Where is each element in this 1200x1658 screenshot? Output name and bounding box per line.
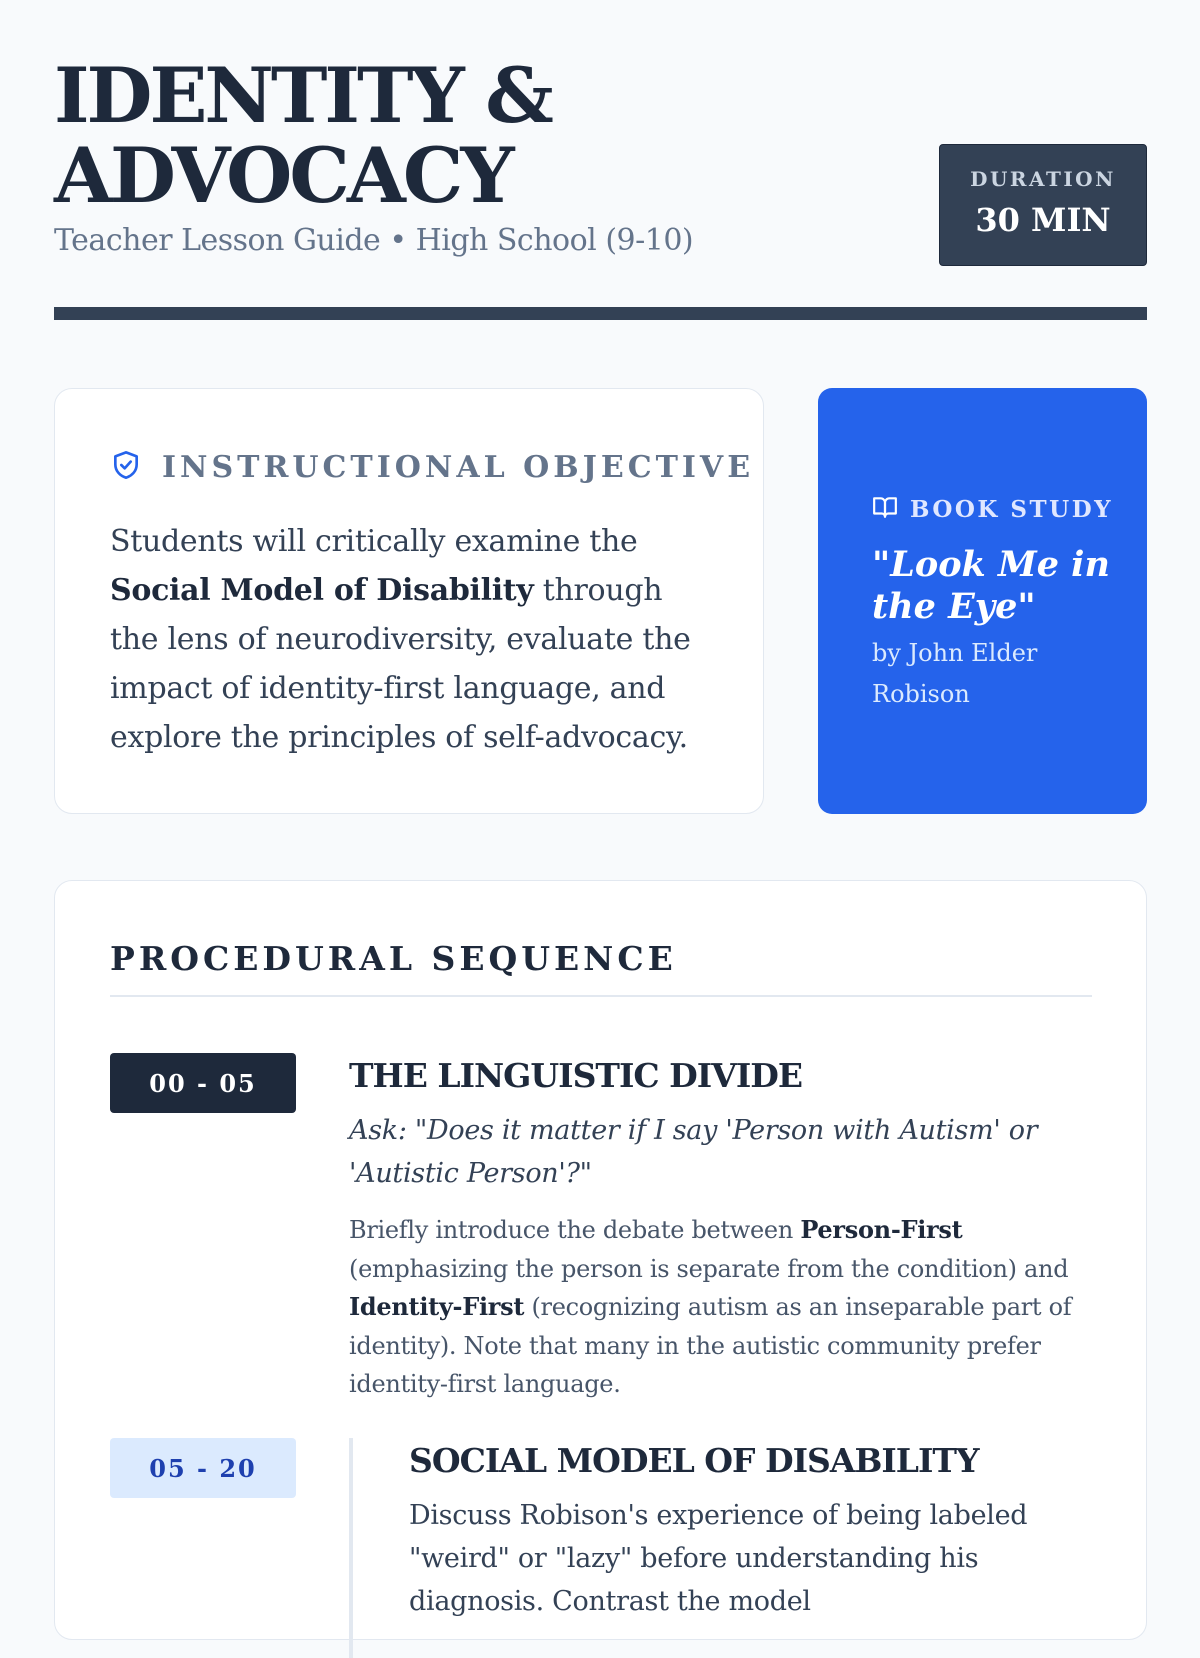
step-text-part: (emphasizing the person is separate from the condition) and [349, 1254, 1069, 1283]
step-time-badge: 00 - 05 [110, 1053, 296, 1113]
page-subtitle: Teacher Lesson Guide • High School (9-10) [54, 223, 694, 258]
objective-heading [110, 449, 754, 485]
sequence-title: PROCEDURAL SEQUENCE [110, 939, 677, 978]
title-line-1: IDENTITY & [54, 51, 551, 140]
step-term: Person-First [800, 1215, 963, 1244]
book-author: by John Elder Robison [872, 639, 1038, 708]
step-text-part: (recognizing autism as an inseparable part of identity). Note that many in the autistic community prefer identity-first language. [349, 1293, 1072, 1398]
step-time-badge: 05 - 20 [110, 1438, 296, 1498]
objective-text-part: through the lens of neurodiversity, evaluate the impact of identity-first language, and explore the principles of self-advocacy. [110, 573, 691, 755]
header-divider [54, 307, 1147, 320]
duration-value: 30 MIN [975, 201, 1111, 239]
page-title [54, 51, 674, 220]
book-title: "Look Me in the Eye" [872, 544, 1110, 627]
title-line-2: ADVOCACY [54, 131, 512, 220]
step-accent-bar [349, 1438, 353, 1658]
step-description: Discuss Robison's experience of being labeled "weird" or "lazy" before understanding his diagnosis. Contrast the model [409, 1500, 1028, 1617]
open-book-icon [872, 494, 898, 524]
sequence-step [409, 1438, 1109, 1623]
step-prompt: Ask: "Does it matter if I say 'Person with Autism' or 'Autistic Person'?" [349, 1115, 1038, 1189]
sequence-divider [110, 995, 1092, 997]
book-study-heading [872, 494, 1113, 524]
step-title: THE LINGUISTIC DIVIDE [349, 1056, 803, 1095]
objective-highlight: Social Model of Disability [110, 573, 534, 608]
procedural-sequence-card [54, 880, 1147, 1640]
page-header [54, 51, 1147, 266]
step-description [349, 1211, 1089, 1404]
book-study-label: BOOK STUDY [910, 495, 1114, 523]
shield-check-icon [110, 449, 142, 485]
objective-text [110, 517, 710, 762]
sequence-step [349, 1053, 1089, 1404]
objective-text-part: Students will critically examine the [110, 524, 638, 559]
step-title: SOCIAL MODEL OF DISABILITY [409, 1441, 979, 1480]
objective-card [54, 388, 764, 814]
objective-label: INSTRUCTIONAL OBJECTIVE [162, 449, 755, 485]
duration-badge [939, 144, 1147, 266]
step-text-part: Briefly introduce the debate between [349, 1216, 801, 1244]
book-study-card [818, 388, 1147, 814]
duration-label: DURATION [970, 167, 1116, 191]
step-term: Identity-First [349, 1292, 525, 1321]
